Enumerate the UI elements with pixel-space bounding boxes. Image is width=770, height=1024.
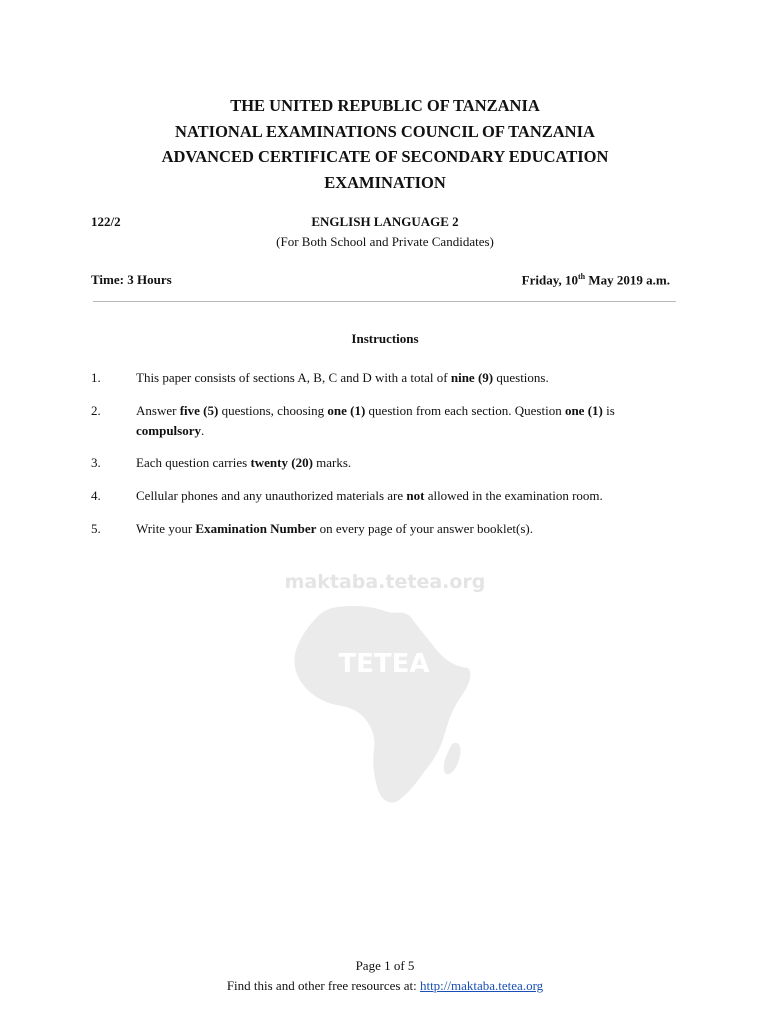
watermark-brand: TETEA: [338, 649, 430, 679]
instruction-text-part: allowed in the examination room.: [424, 488, 603, 503]
exam-duration: Time: 3 Hours: [91, 272, 172, 287]
instruction-number: 2.: [91, 403, 101, 418]
instruction-number: 1.: [91, 370, 101, 385]
exam-header: [0, 93, 770, 195]
instruction-text: [136, 453, 656, 473]
instruction-text: [136, 486, 656, 506]
header-council: NATIONAL EXAMINATIONS COUNCIL OF TANZANIA: [175, 121, 595, 141]
africa-silhouette: [294, 606, 470, 803]
exam-date-ordinal: th: [578, 272, 586, 281]
footer-resources-text: Find this and other free resources at:: [226, 978, 420, 993]
instruction-emphasis: five (5): [179, 403, 219, 418]
instruction-emphasis: Examination Number: [195, 521, 317, 536]
instruction-text-part: on every page of your answer booklet(s).: [316, 521, 533, 536]
exam-date-month-year: May 2019 a.m.: [585, 272, 670, 288]
exam-date-day: Friday, 10: [521, 272, 579, 288]
page-number: Page 1 of 5: [355, 958, 415, 973]
watermark-site: maktaba.tetea.org: [284, 571, 486, 593]
instruction-text-part: .: [201, 423, 205, 438]
resources-link[interactable]: http://maktaba.tetea.org: [419, 978, 544, 993]
instruction-text-part: This paper consists of sections A, B, C and D with a total of: [136, 370, 451, 385]
instruction-text: [136, 401, 656, 441]
madagascar-shape: [444, 743, 461, 775]
instruction-text: [136, 368, 656, 388]
instruction-emphasis: one (1): [564, 403, 603, 418]
instruction-text-part: questions.: [493, 370, 549, 385]
header-divider: [93, 301, 676, 302]
footer-resources: [0, 978, 770, 994]
instruction-number: 5.: [91, 521, 101, 536]
instruction-text: [136, 519, 656, 539]
paper-code: 122/2: [91, 214, 121, 229]
header-republic: THE UNITED REPUBLIC OF TANZANIA: [230, 96, 540, 115]
instructions-title: Instructions: [351, 331, 419, 346]
instruction-text-part: Write your: [136, 521, 196, 536]
instruction-number: 3.: [91, 455, 101, 470]
instruction-text-part: Answer: [136, 403, 180, 418]
paper-candidates: (For Both School and Private Candidates): [276, 234, 494, 249]
instruction-text-part: Each question carries: [136, 455, 251, 470]
instruction-text-part: is: [602, 403, 615, 418]
instruction-number: 4.: [91, 488, 101, 503]
instruction-text-part: marks.: [312, 455, 352, 470]
instruction-text-part: questions, choosing: [218, 403, 328, 418]
instruction-emphasis: twenty (20): [250, 455, 313, 470]
header-examination: EXAMINATION: [324, 172, 446, 192]
exam-date: [522, 272, 670, 288]
instruction-text-part: Cellular phones and any unauthorized materials are: [136, 488, 407, 503]
instruction-emphasis: nine (9): [450, 370, 494, 385]
instruction-text-part: question from each section. Question: [365, 403, 565, 418]
instruction-emphasis: not: [406, 488, 425, 503]
paper-subject: ENGLISH LANGUAGE 2: [311, 214, 459, 229]
instruction-emphasis: one (1): [327, 403, 366, 418]
header-certificate: ADVANCED CERTIFICATE OF SECONDARY EDUCATION: [161, 147, 609, 166]
instruction-emphasis: compulsory: [136, 423, 201, 438]
africa-map-watermark-icon: [292, 604, 477, 804]
